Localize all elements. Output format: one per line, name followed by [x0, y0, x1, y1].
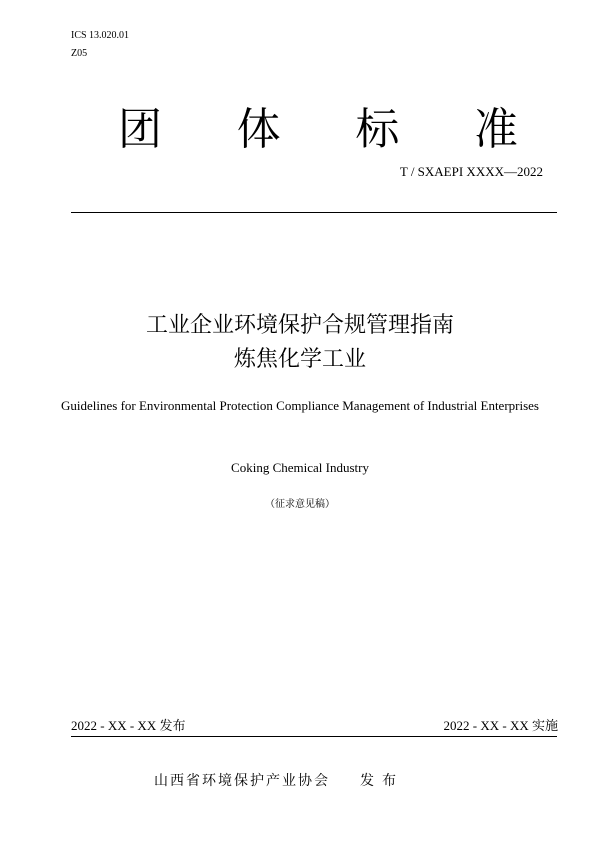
- classification-code: Z05: [71, 48, 88, 59]
- title-char-1: 团: [118, 104, 162, 155]
- title-char-2: 体: [236, 104, 281, 155]
- chinese-title-line2: 炼焦化学工业: [233, 347, 366, 372]
- publish-date: 2022 - XX - XX 发布: [71, 718, 186, 733]
- bottom-divider: [71, 736, 557, 737]
- english-title: Guidelines for Environmental Protection Compliance Management of Industrial Enterprises: [61, 398, 539, 413]
- publish-label: 发布: [360, 773, 404, 789]
- publisher-name: 山西省环境保护产业协会: [154, 773, 330, 789]
- draft-note: （征求意见稿）: [265, 499, 335, 510]
- standard-number: T / SXAEPI XXXX—2022: [399, 164, 543, 179]
- publisher-row: [154, 772, 404, 790]
- ics-code: ICS 13.020.01: [71, 30, 130, 41]
- document-type-title: [118, 100, 518, 160]
- title-char-4: 准: [473, 104, 518, 155]
- chinese-title-line1: 工业企业环境保护合规管理指南: [145, 313, 454, 338]
- english-subtitle: Coking Chemical Industry: [231, 460, 369, 475]
- title-char-3: 标: [355, 104, 400, 155]
- implement-date: 2022 - XX - XX 实施: [443, 718, 558, 733]
- top-divider: [71, 212, 557, 213]
